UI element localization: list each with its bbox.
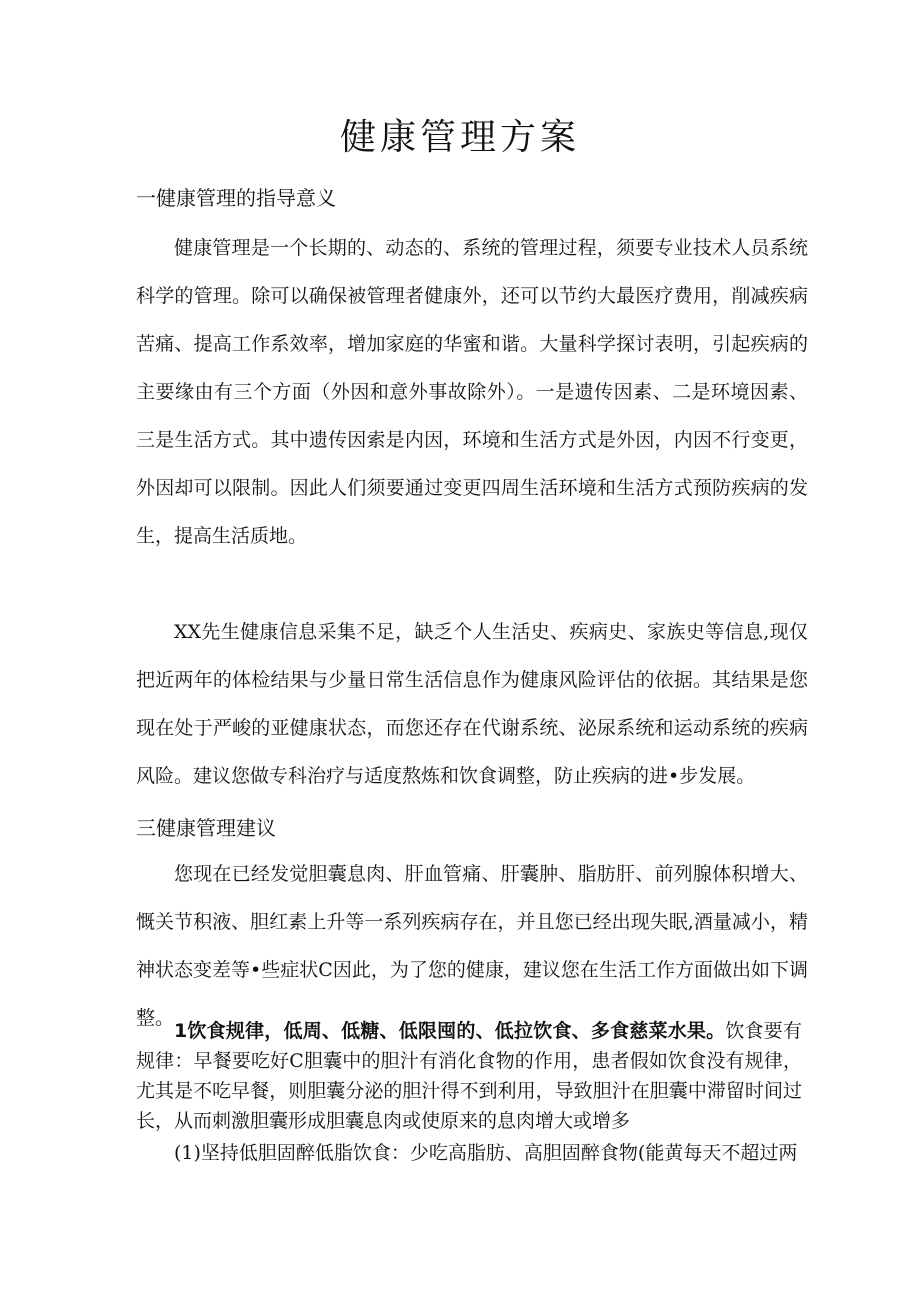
section-heading-suggestions: 三健康管理建议 xyxy=(136,816,276,840)
item-diet-body: 饮食要有规律：早餐要吃好C胆囊中的胆汁有消化食物的作用，患者假如饮食没有规律，尤其是不吃早餐，则胆囊分泌的胆汁得不到利用，导致胆汁在胆囊中滞留时间过长，从而刺激胆囊形成胆囊息肉或使原来的息肉增大或增多 xyxy=(136,1020,802,1132)
paragraph-assessment: XX先生健康信息采集不足，缺乏个人生活史、疾病史、家族史等信息,现仅把近两年的体检结果与少量日常生活信息作为健康风险评估的依据。其结果是您现在处于严峻的亚健康状态，而您还存在代谢系统、泌尿系统和运动系统的疾病风险。建议您做专科治疗与适度熬炼和饮食调整，防止疾病的进•步发展。 xyxy=(136,621,808,787)
item-diet-lead: 1饮食规律，低周、低糖、低限囤的、低拉饮食、多食慈菜水果。 xyxy=(174,1020,726,1042)
item-diet xyxy=(136,1016,802,1136)
paragraph-suggestions: 您现在已经发觉胆囊息肉、肝血管痛、肝囊肿、脂肪肝、前列腺体积增大、慨关节积液、胆红素上升等一系列疾病存在，并且您已经出现失眠,酒量减小，精神状态变差等•些症状C因此，为了您的健康，建议您在生活工作方面做出如下调整。 xyxy=(136,863,808,1029)
paragraph-guidance: 健康管理是一个长期的、动态的、系统的管理过程，须要专业技术人员系统科学的管理。除可以确保被管理者健康外，还可以节约大最医疗费用，削减疾病苦痛、提高工作系效率，增加家庭的华蜜和谐。大量科学探讨表明，引起疾病的主要缘由有三个方面（外因和意外事故除外）。一是遗传因素、二是环境因素、三是生活方式。其中遗传因索是内因，环境和生活方式是外因，内因不行变更，外因却可以限制。因此人们须要通过变更四周生活环境和生活方式预防疾病的发生，提高生活质地。 xyxy=(136,237,808,547)
document-title: 健康管理方案 xyxy=(339,117,580,158)
section-heading-guidance: 一健康管理的指导意义 xyxy=(136,186,336,210)
subitem-low-fat: (1)坚持低胆固醉低脂饮食：少吃高脂肪、高胆固醉食物(能黄每天不超过两 xyxy=(174,1142,798,1164)
